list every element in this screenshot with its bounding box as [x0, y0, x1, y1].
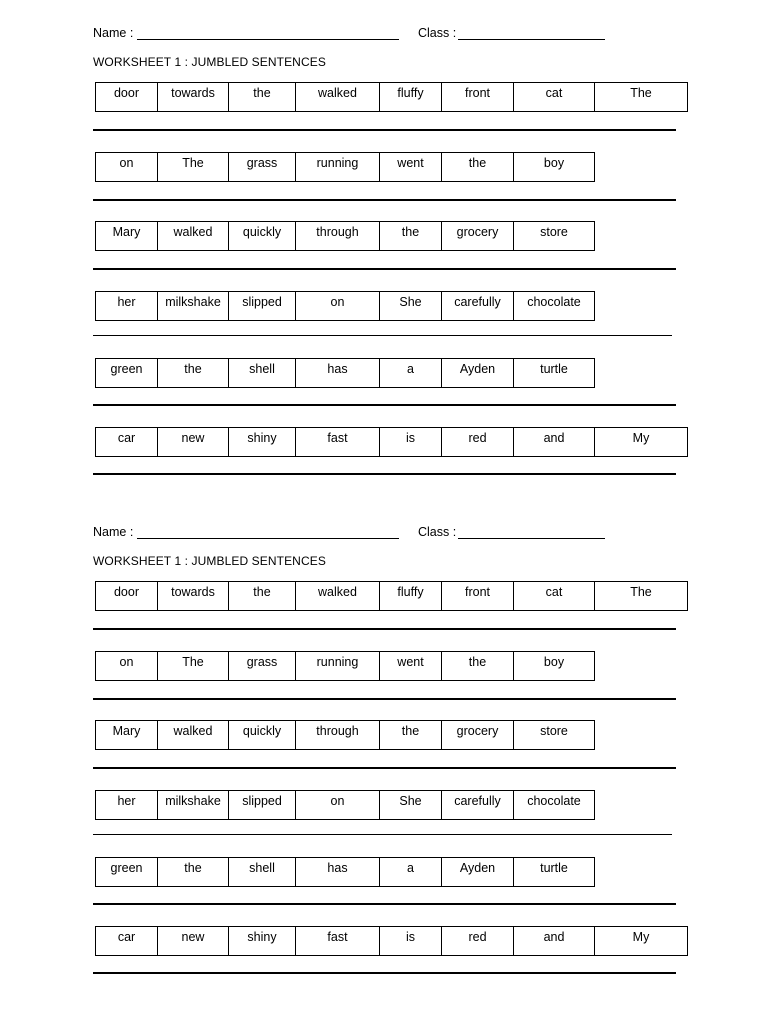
- class-label: Class :: [418, 525, 457, 539]
- answer-line-3[interactable]: [93, 268, 676, 270]
- word-cell: the: [157, 358, 229, 388]
- word-cell: turtle: [513, 358, 595, 388]
- word-cell: quickly: [228, 720, 296, 750]
- word-cell: the: [228, 82, 296, 112]
- jumbled-sentence-row-5: [95, 358, 595, 388]
- name-label: Name :: [93, 26, 134, 40]
- answer-line-4[interactable]: [93, 335, 672, 336]
- word-cell: her: [95, 790, 158, 820]
- word-cell: green: [95, 358, 158, 388]
- jumbled-sentence-row-6: [95, 427, 688, 457]
- word-cell: store: [513, 221, 595, 251]
- word-cell: car: [95, 427, 158, 457]
- class-label: Class :: [418, 26, 457, 40]
- word-cell: red: [441, 926, 514, 956]
- word-cell: slipped: [228, 790, 296, 820]
- word-cell: chocolate: [513, 291, 595, 321]
- word-cell: towards: [157, 82, 229, 112]
- word-cell: fluffy: [379, 581, 442, 611]
- jumbled-sentence-row-4: [95, 790, 595, 820]
- word-cell: grocery: [441, 720, 514, 750]
- word-cell: grass: [228, 651, 296, 681]
- worksheet-title: WORKSHEET 1 : JUMBLED SENTENCES: [93, 554, 326, 568]
- jumbled-sentence-row-3: [95, 221, 595, 251]
- word-cell: through: [295, 221, 380, 251]
- answer-line-3[interactable]: [93, 767, 676, 769]
- word-cell: the: [379, 221, 442, 251]
- word-cell: She: [379, 291, 442, 321]
- word-cell: running: [295, 152, 380, 182]
- word-cell: red: [441, 427, 514, 457]
- word-cell: fast: [295, 427, 380, 457]
- jumbled-sentence-row-1: [95, 581, 688, 611]
- jumbled-sentence-row-2: [95, 651, 595, 681]
- word-cell: her: [95, 291, 158, 321]
- word-cell: front: [441, 581, 514, 611]
- word-cell: shell: [228, 358, 296, 388]
- answer-line-5[interactable]: [93, 404, 676, 406]
- word-cell: is: [379, 427, 442, 457]
- word-cell: boy: [513, 651, 595, 681]
- word-cell: shiny: [228, 427, 296, 457]
- word-cell: new: [157, 926, 229, 956]
- word-cell: on: [95, 152, 158, 182]
- name-label: Name :: [93, 525, 134, 539]
- word-cell: walked: [157, 720, 229, 750]
- answer-line-4[interactable]: [93, 834, 672, 835]
- word-cell: on: [295, 291, 380, 321]
- word-cell: the: [157, 857, 229, 887]
- name-answer-line[interactable]: [137, 39, 399, 40]
- word-cell: The: [157, 651, 229, 681]
- word-cell: store: [513, 720, 595, 750]
- word-cell: carefully: [441, 790, 514, 820]
- word-cell: the: [228, 581, 296, 611]
- word-cell: towards: [157, 581, 229, 611]
- word-cell: green: [95, 857, 158, 887]
- word-cell: through: [295, 720, 380, 750]
- word-cell: quickly: [228, 221, 296, 251]
- word-cell: The: [594, 581, 688, 611]
- word-cell: Mary: [95, 221, 158, 251]
- jumbled-sentence-row-4: [95, 291, 595, 321]
- word-cell: walked: [295, 82, 380, 112]
- word-cell: the: [379, 720, 442, 750]
- word-cell: new: [157, 427, 229, 457]
- word-cell: carefully: [441, 291, 514, 321]
- word-cell: milkshake: [157, 291, 229, 321]
- word-cell: My: [594, 926, 688, 956]
- word-cell: My: [594, 427, 688, 457]
- answer-line-2[interactable]: [93, 698, 676, 700]
- answer-line-6[interactable]: [93, 473, 676, 475]
- word-cell: has: [295, 358, 380, 388]
- word-cell: has: [295, 857, 380, 887]
- jumbled-sentence-row-6: [95, 926, 688, 956]
- word-cell: cat: [513, 581, 595, 611]
- word-cell: the: [441, 152, 514, 182]
- word-cell: grass: [228, 152, 296, 182]
- worksheet-title: WORKSHEET 1 : JUMBLED SENTENCES: [93, 55, 326, 69]
- word-cell: door: [95, 82, 158, 112]
- worksheet-header: [93, 26, 713, 44]
- word-cell: The: [594, 82, 688, 112]
- word-cell: door: [95, 581, 158, 611]
- answer-line-6[interactable]: [93, 972, 676, 974]
- word-cell: turtle: [513, 857, 595, 887]
- word-cell: and: [513, 926, 595, 956]
- class-answer-line[interactable]: [458, 39, 605, 40]
- word-cell: car: [95, 926, 158, 956]
- word-cell: shell: [228, 857, 296, 887]
- answer-line-1[interactable]: [93, 628, 676, 630]
- word-cell: milkshake: [157, 790, 229, 820]
- word-cell: Ayden: [441, 857, 514, 887]
- answer-line-2[interactable]: [93, 199, 676, 201]
- word-cell: cat: [513, 82, 595, 112]
- answer-line-1[interactable]: [93, 129, 676, 131]
- jumbled-sentence-row-5: [95, 857, 595, 887]
- word-cell: shiny: [228, 926, 296, 956]
- worksheet-header: [93, 525, 713, 543]
- word-cell: a: [379, 358, 442, 388]
- word-cell: went: [379, 152, 442, 182]
- name-answer-line[interactable]: [137, 538, 399, 539]
- word-cell: the: [441, 651, 514, 681]
- word-cell: walked: [157, 221, 229, 251]
- word-cell: The: [157, 152, 229, 182]
- word-cell: Mary: [95, 720, 158, 750]
- word-cell: boy: [513, 152, 595, 182]
- word-cell: fluffy: [379, 82, 442, 112]
- jumbled-sentence-row-1: [95, 82, 688, 112]
- word-cell: a: [379, 857, 442, 887]
- class-answer-line[interactable]: [458, 538, 605, 539]
- word-cell: fast: [295, 926, 380, 956]
- word-cell: front: [441, 82, 514, 112]
- word-cell: went: [379, 651, 442, 681]
- word-cell: grocery: [441, 221, 514, 251]
- word-cell: on: [95, 651, 158, 681]
- word-cell: Ayden: [441, 358, 514, 388]
- word-cell: slipped: [228, 291, 296, 321]
- word-cell: is: [379, 926, 442, 956]
- jumbled-sentence-row-3: [95, 720, 595, 750]
- answer-line-5[interactable]: [93, 903, 676, 905]
- word-cell: on: [295, 790, 380, 820]
- word-cell: running: [295, 651, 380, 681]
- word-cell: walked: [295, 581, 380, 611]
- jumbled-sentence-row-2: [95, 152, 595, 182]
- word-cell: chocolate: [513, 790, 595, 820]
- word-cell: and: [513, 427, 595, 457]
- word-cell: She: [379, 790, 442, 820]
